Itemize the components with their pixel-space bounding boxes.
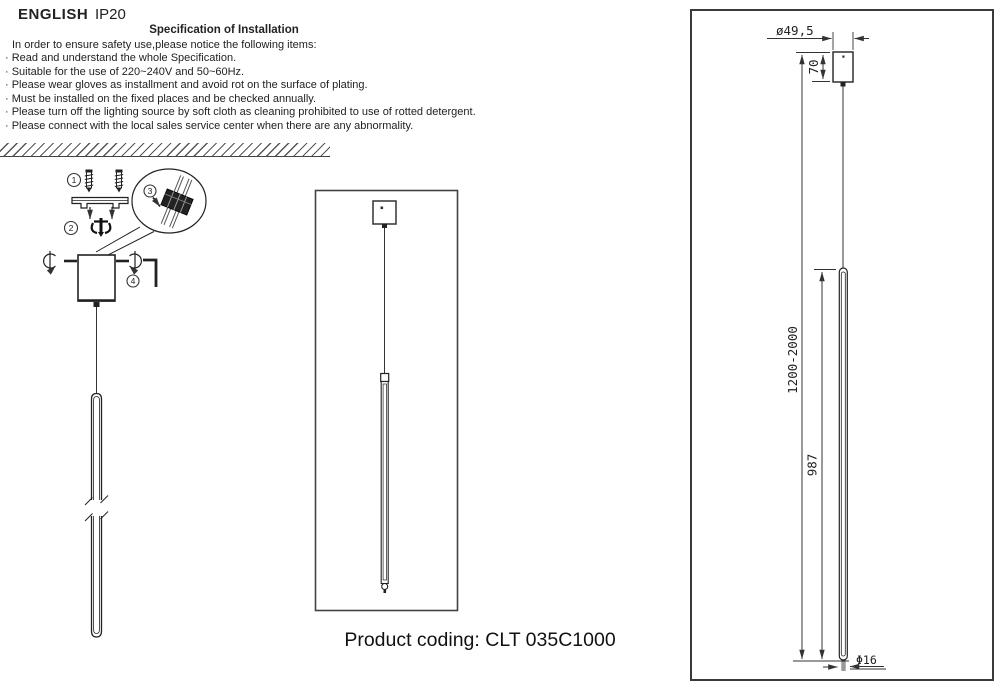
spec-title: Specification of Installation <box>149 24 299 36</box>
spec-instruction-list <box>5 52 476 134</box>
svg-text:3: 3 <box>147 186 153 196</box>
expansion-anchor-icon <box>115 170 123 193</box>
dim-label-canopy-height: 70 <box>806 59 821 75</box>
dim-label-canopy-diameter: ø49,5 <box>776 23 814 38</box>
spec-item: · Read and understand the whole Specification. <box>5 52 237 64</box>
step2-badge <box>65 222 78 235</box>
dim-label-tube-diameter: Φ16 <box>856 653 877 667</box>
ip-rating-label: IP20 <box>95 6 126 23</box>
dimension-drawing-panel <box>688 6 998 686</box>
installation-diagram <box>30 160 215 650</box>
ceiling-hatch-symbol <box>0 143 330 157</box>
expansion-anchor-icon <box>85 170 93 193</box>
canopy-holder-icon <box>92 218 111 237</box>
canopy <box>373 201 396 224</box>
step3-badge <box>144 185 156 197</box>
spec-item: · Suitable for the use of 220~240V and 50~60Hz. <box>5 65 245 78</box>
svg-text:2: 2 <box>68 223 74 233</box>
spec-item: · Please wear gloves as installment and avoid rot on the surface of plating. <box>5 79 368 92</box>
spec-item: · Please connect with the local sales service center when there are any abnormality. <box>5 119 414 132</box>
set-screw-right <box>116 251 141 271</box>
mounting-screws <box>90 207 112 219</box>
spec-item: · Please turn off the lighting source by soft cloth as cleaning prohibited to use of rotted detergent. <box>5 106 476 119</box>
set-screw-left <box>44 251 77 271</box>
dim-label-fixture-length: 987 <box>804 453 820 477</box>
lamp-tube-broken-view <box>85 394 108 638</box>
dim-label-suspension-range: 1200-2000 <box>785 326 800 394</box>
spec-intro: In order to ensure safety use,please notice the following items: <box>12 39 317 51</box>
product-coding-label: Product coding: CLT 035C1000 <box>344 629 616 651</box>
step4-badge <box>127 275 139 287</box>
spec-item: · Must be installed on the fixed places and be checked annually. <box>5 92 317 105</box>
lamp-tube <box>381 382 388 584</box>
allen-key-icon <box>143 260 156 287</box>
svg-text:4: 4 <box>130 276 136 286</box>
step1-badge <box>68 174 81 187</box>
canopy-box <box>78 255 115 307</box>
svg-text:1: 1 <box>71 175 77 185</box>
lamp-tube <box>839 268 847 660</box>
mounting-plate <box>72 198 128 209</box>
language-label: ENGLISH <box>18 6 89 23</box>
product-overview-panel <box>314 189 460 613</box>
